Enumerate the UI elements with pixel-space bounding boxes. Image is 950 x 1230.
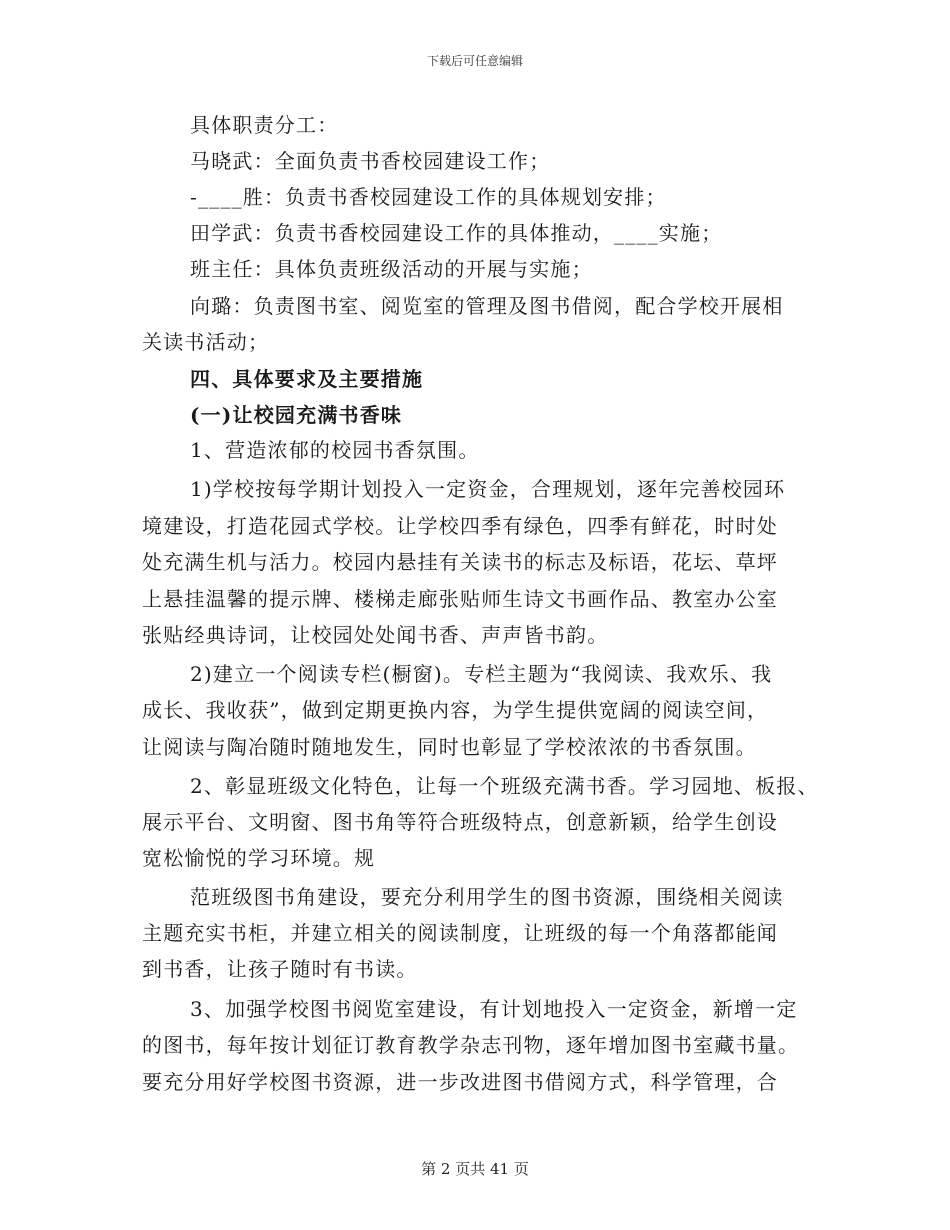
text-line: 关读书活动； [142,330,270,354]
text-line: 宽松愉悦的学习环境。规 [142,846,376,870]
page-header: 下载后可任意编辑 [426,54,523,68]
text-line: 到书香，让孩子随时有书读。 [142,957,418,981]
text-line: 田学武：负责书香校园建设工作的具体推动，____实施； [190,221,723,245]
text-line: -____胜：负责书香校园建设工作的具体规划安排； [190,185,667,209]
text-line: 处充满生机与活力。校园内悬挂有关读书的标志及标语，花坛、草坪 [142,550,778,574]
text-line: 张贴经典诗词，让校园处处闻书香、声声皆书韵。 [142,623,609,647]
text-line: 成长、我收获”，做到定期更换内容，为学生提供宽阔的阅读空间， [142,698,769,722]
text-line: 1)学校按每学期计划投入一定资金，合理规划，逐年完善校园环 [190,477,786,501]
text-line: 具体职责分工： [190,113,339,137]
text-line: (一)让校园充满书香味 [190,403,403,427]
text-line: 让阅读与陶冶随时随地发生，同时也彰显了学校浓浓的书香氛围。 [142,735,757,759]
text-line: 3、加强学校图书阅览室建设，有计划地投入一定资金，新增一定 [190,997,798,1021]
text-line: 向璐：负责图书室、阅览室的管理及图书借阅，配合学校开展相 [190,294,784,318]
text-line: 2、彰显班级文化特色，让每一个班级充满书香。学习园地、板报、 [190,774,819,798]
text-line: 马晓武：全面负责书香校园建设工作； [190,149,551,173]
text-line: 的图书，每年按计划征订教育教学杂志刊物，逐年增加图书室藏书量。 [142,1033,800,1057]
text-line: 要充分用好学校图书资源，进一步改进图书借阅方式，科学管理，合 [142,1070,778,1094]
text-line: 主题充实书柜，并建立相关的阅读制度，让班级的每一个角落都能闻 [142,921,778,945]
text-line: 四、具体要求及主要措施 [190,367,424,391]
page-footer: 第 2 页共 41 页 [421,1160,529,1178]
text-line: 班主任：具体负责班级活动的开展与实施； [190,257,593,281]
text-line: 范班级图书角建设，要充分利用学生的图书资源，围绕相关阅读 [190,885,784,909]
text-line: 2)建立一个阅读专栏(橱窗)。专栏主题为“我阅读、我欢乐、我 [190,662,773,686]
text-line: 境建设，打造花园式学校。让学校四季有绿色，四季有鲜花，时时处 [142,514,778,538]
text-line: 1、营造浓郁的校园书香氛围。 [190,438,480,462]
text-line: 展示平台、文明窗、图书角等符合班级特点，创意新颖，给学生创设 [142,810,778,834]
text-line: 上悬挂温馨的提示牌、楼梯走廊张贴师生诗文书画作品、教室办公室 [142,587,778,611]
